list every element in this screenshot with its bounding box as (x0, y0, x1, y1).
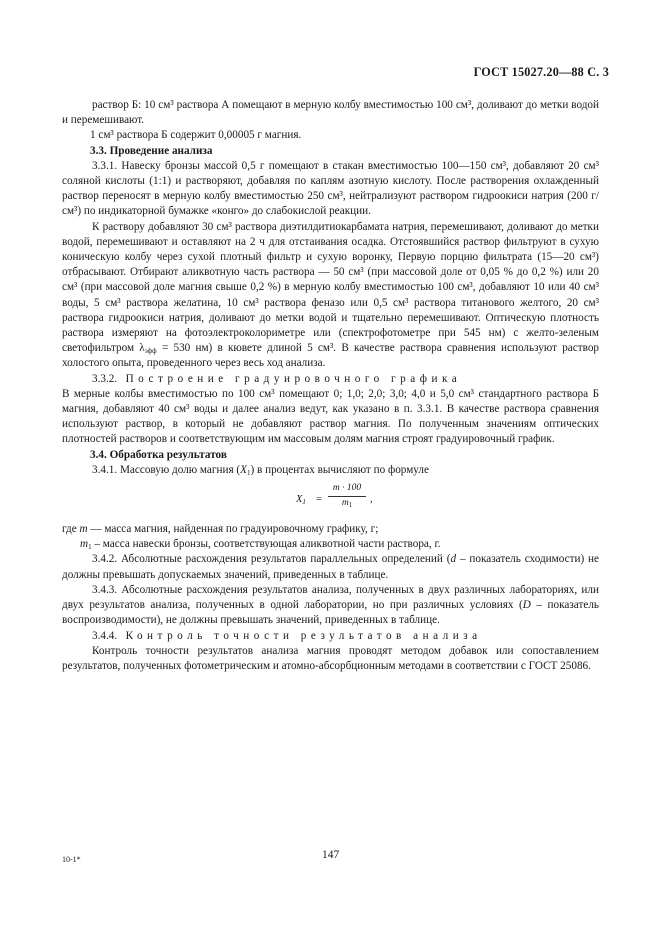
formula-comma: , (370, 494, 373, 506)
page-header: ГОСТ 15027.20—88 С. 3 (473, 65, 609, 79)
where-line-2: $m_1$ – масса навески бронзы, соответствующая аликвотной части раствора, г. (80, 538, 441, 552)
formula-equals: = (316, 494, 322, 506)
paragraph-3-4-4-body: Контроль точности результатов анализа магния проводят методом добавок или сопоставлением результатов, полученных фотометрическим и атомно-абсорбционным методами в соответствии с ГОСТ 25086. (62, 644, 599, 672)
paragraph-3-3-2-body: В мерные колбы вместимостью по 100 см³ помещают 0; 1,0; 2,0; 3,0; 4,0 и 5,0 см³ стандартного раствора Б магния, добавляют 40 см³ воды и далее анализ ведут, как указано в п. 3.3.1. В качестве раствора сравнения используют раствор, в который не добавляют раствор магния. По полученным значениям оптических плотностей растворов и соответствующим им массовым долям магния строят градуировочный график. (62, 387, 599, 446)
where-line-1: где m — масса магния, найденная по градуировочному графику, г; (62, 523, 379, 536)
document-body (62, 98, 599, 674)
paragraph-3-4-3: 3.4.3. Абсолютные расхождения результатов анализа, полученных в двух различных лабораториях, или двух результатов анализа, полученных в одной лаборатории, но при различных условиях (D – показатель воспроизводимости), не должны превышать значений, приведенных в таблице. (62, 583, 600, 627)
page-number: 147 (322, 849, 340, 861)
section-heading-3-4: 3.4. Обработка результатов (90, 448, 227, 461)
paragraph-3-4-4-heading: 3.4.4. Контроль точности результатов анализа (92, 629, 482, 642)
paragraph-3-3-1: 3.3.1. Навеску бронзы массой 0,5 г помещают в стакан вместимостью 100—150 см³, добавляют 20 см³ соляной кислоты (1:1) и растворяют, добавляя по каплям азотную кислоту. После растворения охлажденный раствор переносят в мерную колбу вместимостью 250 см³, нейтрализуют раствором гидроокиси натрия (200 г/см³) по индикаторной бумажке «конго» до слабокислой реакции. (62, 159, 599, 218)
footer-print-mark: 10-1* (62, 855, 81, 864)
paragraph-solution-b-content: 1 см³ раствора Б содержит 0,00005 г магния. (90, 129, 302, 142)
formula-denominator: $m_1$ (341, 498, 353, 510)
paragraph-3-4-2: 3.4.2. Абсолютные расхождения результатов параллельных определений (d – показатель сходимости) не должны превышать допускаемых значений, приведенных в таблице. (62, 553, 599, 581)
paragraph-3-4-1: 3.4.1. Массовую долю магния $(X_1)$ в процентах вычисляют по формуле (92, 463, 429, 477)
paragraph-3-3-2-heading: 3.3.2. Построение градуировочного графика (92, 372, 462, 385)
formula (62, 482, 599, 520)
paragraph-3-3-1-continued: К раствору добавляют 30 см³ раствора диэтилдитиокарбамата натрия, перемешивают, доливают до метки водой, перемешивают и оставляют на 2 ч для отстаивания осадка. Отстоявшийся раствор фильтруют в сухую коническую колбу через сухой плотный фильтр и сухую воронку, Первую порцию фильтрата (15—20 см³) отбрасывают. Отбирают аликвотную часть раствора — 50 см³ (при массовой доле от 0,05 % до 0,2 %) или 20 см³ (при массовой доле магния свыше 0,2 %) в мерную колбу вместимостью 100 см³, добавляют 10 или 40 см³ воды, 5 см³ раствора желатина, 10 см³ раствора феназо или 0,5 см³ раствора титанового желтого, 20 см³ раствора гидроокиси натрия, доливают до метки водой и тщательно перемешивают. Оптическую плотность раствора измеряют на фотоэлектроколориметре или (спектрофотометре при 545 нм) с желто-зеленым светофильтром $\lambda_{эфф} = 530$ нм) в кювете длиной 5 см³. В качестве раствора сравнения используют раствор холостого опыта, проведенного через весь ход анализа. (62, 220, 600, 370)
formula-lhs: $X_1$ (296, 494, 306, 507)
paragraph-solution-b: раствор Б: 10 см³ раствора А помещают в мерную колбу вместимостью 100 см³, доливают до метки водой и перемешивают. (62, 99, 599, 127)
formula-fraction (328, 482, 366, 510)
section-heading-3-3: 3.3. Проведение анализа (90, 144, 213, 157)
formula-numerator: m · 100 (328, 482, 366, 497)
